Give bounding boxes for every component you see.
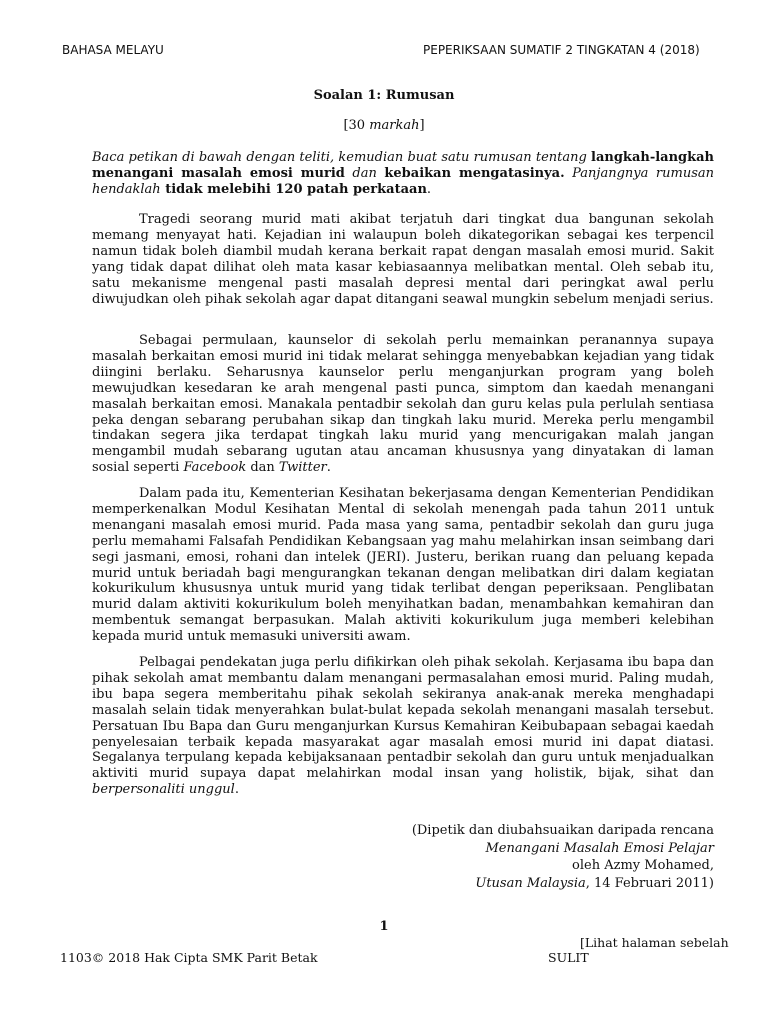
instruction-period: . bbox=[426, 181, 432, 197]
instruction-part: Baca petikan di bawah dengan teliti, kemudian buat satu rumusan tentang bbox=[92, 150, 592, 165]
instruction-bold-topic-2: kebaikan mengatasinya. bbox=[384, 165, 565, 181]
header-subject: BAHASA MELAYU bbox=[62, 43, 164, 57]
marks-open: [30 bbox=[343, 118, 370, 133]
next-page-note: [Lihat halaman sebelah bbox=[580, 935, 729, 950]
footer-classification: SULIT bbox=[548, 950, 589, 965]
paragraph-2-conj: dan bbox=[246, 460, 279, 476]
source-article-title bbox=[412, 840, 714, 858]
source-author: oleh Azmy Mohamed, bbox=[572, 858, 714, 873]
instruction-part: Panjangnya rumusan hendaklah bbox=[92, 165, 714, 197]
question-marks bbox=[0, 118, 768, 133]
source-citation bbox=[412, 822, 714, 892]
passage-paragraph-4 bbox=[92, 655, 714, 798]
source-publication bbox=[412, 875, 714, 893]
question-title: Soalan 1: Rumusan bbox=[313, 88, 455, 103]
twitter-mention: Twitter bbox=[278, 460, 327, 476]
article-title-text: Menangani Masalah Emosi Pelajar bbox=[485, 840, 714, 856]
instruction-word-limit: tidak melebihi 120 patah perkataan bbox=[160, 181, 427, 197]
passage-paragraph-1: Tragedi seorang murid mati akibat terjatuh dari tingkat dua bangunan sekolah memang menyayat hati. Kejadian ini walaupun boleh dikategorikan sebagai kes terpencil namun tidak boleh diambil mudah kerana berkait rapat dengan masalah emosi murid. Sakit yang tidak dapat dilihat oleh mata kasar kebiasaannya melibatkan mental. Oleh sebab itu, satu mekanisme mengenal pasti masalah depresi mental dari peringkat awal perlu diwujudkan oleh pihak sekolah agar dapat ditangani seawal mungkin sebelum menjadi serius. bbox=[92, 212, 714, 307]
passage-paragraph-2 bbox=[92, 333, 714, 476]
source-line-1: (Dipetik dan diubahsuaikan daripada rencana bbox=[411, 823, 714, 838]
passage-paragraph-3: Dalam pada itu, Kementerian Kesihatan bekerjasama dengan Kementerian Pendidikan memperkenalkan Modul Kesihatan Mental di sekolah menengah pada tahun 2011 untuk menangani masalah emosi murid. Pada masa yang sama, pentadbir sekolah dan guru juga perlu memahami Falsafah Pendidikan Kebangsaan yag mahu melahirkan insan seimbang dari segi jasmani, emosi, rohani dan intelek (JERI). Justeru, berikan ruang dan peluang kepada murid untuk beriadah bagi mengurangkan tekanan dengan melibatkan diri dalam kegiatan kokurikulum khususnya untuk murid yang tidak terlibat dengan peperiksaan. Penglibatan murid dalam aktiviti kokurikulum boleh menyihatkan badan, menambahkan kemahiran dan membentuk semangat berpasukan. Malah aktiviti kokurikulum juga memberi kelebihan kepada murid untuk memasuki universiti awam. bbox=[92, 486, 714, 645]
paragraph-2-text: Sebagai permulaan, kaunselor di sekolah perlu memainkan peranannya supaya masalah berkaitan emosi murid ini tidak melarat sehingga menyebabkan kejadian yang tidak diingini berlaku. Seharusnya kaunselor perlu menganjurkan program yang boleh mewujudkan kesedaran ke arah mengenal pasti punca, simptom dan kaedah menangani masalah berkaitan emosi. Manakala pentadbir sekolah dan guru kelas pula perlulah sentiasa peka dengan sebarang perubahan sikap dan tingkah laku murid. Mereka perlu mengambil tindakan segera jika terdapat tingkah laku murid yang mencurigakan malah jangan mengambil mudah sebarang ugutan atau ancaman khususnya yang dinyatakan di laman sosial seperti bbox=[92, 333, 714, 476]
publication-date: , 14 Februari 2011) bbox=[585, 875, 714, 891]
facebook-mention: Facebook bbox=[183, 460, 247, 476]
marks-word: markah bbox=[369, 118, 420, 133]
paragraph-4-italic: berpersonaliti unggul bbox=[92, 782, 235, 798]
paragraph-2-end: . bbox=[326, 460, 331, 476]
paragraph-4-end: . bbox=[234, 782, 239, 798]
marks-close: ] bbox=[419, 118, 425, 133]
instruction-part: dan bbox=[344, 165, 385, 181]
header-exam-title: PEPERIKSAAN SUMATIF 2 TINGKATAN 4 (2018) bbox=[423, 43, 700, 57]
footer-copyright: 1103© 2018 Hak Cipta SMK Parit Betak bbox=[60, 950, 318, 965]
instruction-bold-topic-1: langkah-langkah menangani masalah emosi murid bbox=[92, 150, 714, 181]
publication-name: Utusan Malaysia bbox=[475, 875, 586, 891]
page-number: 1 bbox=[379, 919, 389, 934]
paragraph-4-text: Pelbagai pendekatan juga perlu difikirkan oleh pihak sekolah. Kerjasama ibu bapa dan pihak sekolah amat membantu dalam menangani permasalahan emosi murid. Paling mudah, ibu bapa segera memberitahu pihak sekolah sekiranya anak-anak mereka menghadapi masalah selain tidak menyerahkan bulat-bulat kepada sekolah menangani masalah tersebut. Persatuan Ibu Bapa dan Guru menganjurkan Kursus Kemahiran Keibubapaan sebagai kaedah penyelesaian terbaik kepada masyarakat agar masalah emosi murid ini dapat diatasi. Segalanya terpulang kepada kebijaksanaan pentadbir sekolah dan guru untuk menjadualkan aktiviti murid supaya dapat melahirkan modal insan yang holistik, bijak, sihat dan bbox=[92, 655, 714, 782]
instruction bbox=[92, 150, 714, 198]
